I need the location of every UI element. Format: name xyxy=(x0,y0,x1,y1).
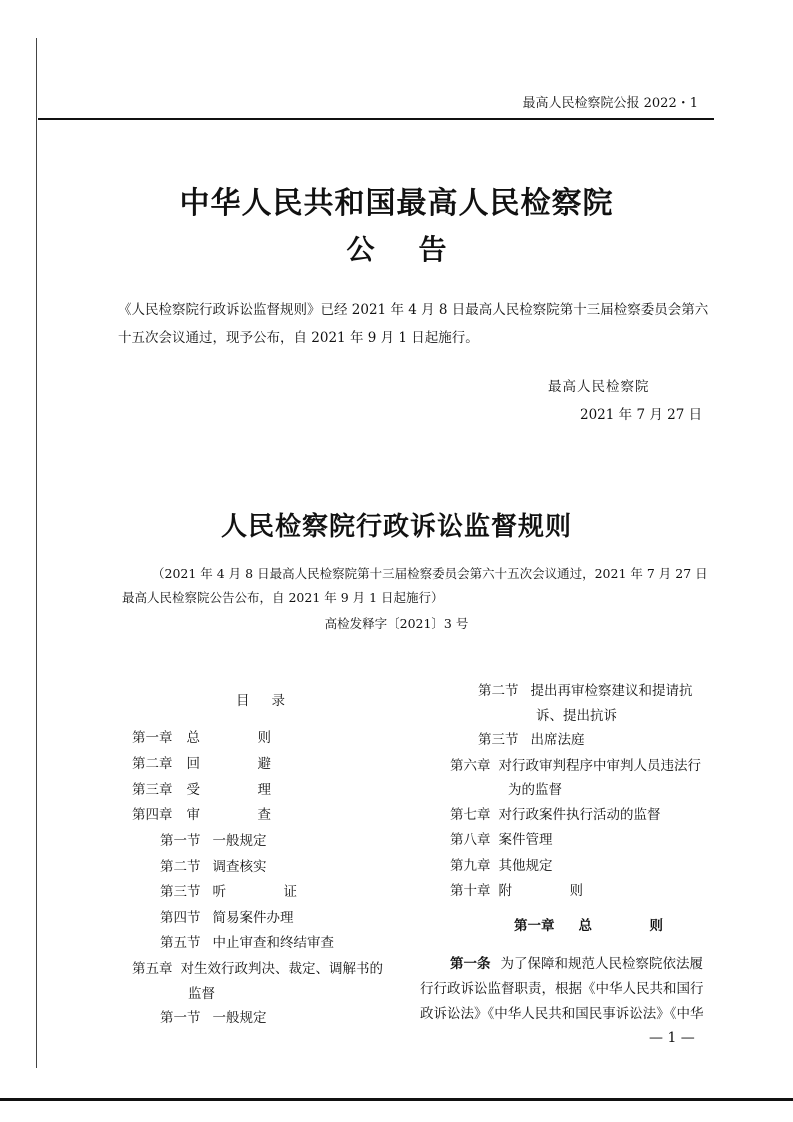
toc-num: 第五节 xyxy=(160,935,201,951)
toc-num: 第三节 xyxy=(160,884,201,900)
article1-line xyxy=(450,952,750,977)
document-number: 高检发释字〔2021〕3 号 xyxy=(324,616,469,631)
adoption-note: （2021 年 4 月 8 日最高人民检察院第十三届检察委员会第六十五次会议通过，2021 年 7 月 27 日最高人民检察院公告公布，自 2021 年 9 月 1 日起施行） xyxy=(122,566,708,605)
toc-item xyxy=(450,879,605,899)
toc-num: 第一章 xyxy=(132,730,173,746)
toc-num: 第十章 xyxy=(450,883,491,899)
toc-title: 诉、提出抗诉 xyxy=(536,708,617,724)
article1-text: 为了保障和规范人民检察院依法履 xyxy=(500,956,703,972)
toc-num: 第二章 xyxy=(132,756,173,772)
toc-title: 一般规定 xyxy=(212,833,267,849)
journal-header: 最高人民检察院公报 2022・1 xyxy=(522,96,698,111)
toc-item xyxy=(160,906,294,926)
toc-item xyxy=(160,829,267,849)
notice-body: 《人民检察院行政诉讼监督规则》已经 2021 年 4 月 8 日最高人民检察院第十三届检察委员会第六十五次会议通过，现予公布，自 2021 年 9 月 1 日起施行。 xyxy=(118,302,709,346)
bottom-rule xyxy=(0,1098,793,1101)
signature-date: 2021 年 7 月 27 日 xyxy=(580,407,703,423)
toc-title: 其他规定 xyxy=(498,858,553,874)
toc-item xyxy=(450,803,661,823)
toc-title: 受 理 xyxy=(186,782,293,798)
chapter1-title: 总 则 xyxy=(578,918,685,934)
toc-title: 总 则 xyxy=(186,730,293,746)
toc-title: 审 查 xyxy=(186,807,293,823)
toc-title: 监督 xyxy=(188,986,215,1002)
toc-item xyxy=(132,957,383,977)
toc-item xyxy=(188,982,215,1002)
article1-line: 行行政诉讼监督职责，根据《中华人民共和国行 xyxy=(420,981,704,997)
toc-item xyxy=(132,778,293,798)
toc-num: 第一节 xyxy=(160,833,201,849)
toc-heading: 目录 xyxy=(236,693,307,709)
toc-title: 调查核实 xyxy=(212,859,267,875)
toc-num: 第二节 xyxy=(478,683,519,699)
chapter1-num: 第一章 xyxy=(514,918,555,934)
toc-item xyxy=(478,728,585,748)
toc-num: 第六章 xyxy=(450,758,491,774)
signature-org: 最高人民检察院 xyxy=(548,379,650,395)
notice-subtitle: 公告 xyxy=(346,233,491,266)
toc-title: 听 证 xyxy=(212,884,319,900)
toc-item xyxy=(160,1006,267,1026)
toc-title: 回 避 xyxy=(186,756,293,772)
rules-title: 人民检察院行政诉讼监督规则 xyxy=(220,512,572,542)
toc-title: 提出再审检察建议和提请抗 xyxy=(530,683,693,699)
toc-title: 对生效行政判决、裁定、调解书的 xyxy=(180,961,383,977)
toc-title: 案件管理 xyxy=(498,832,553,848)
toc-title: 对行政案件执行活动的监督 xyxy=(498,807,661,823)
toc-num: 第八章 xyxy=(450,832,491,848)
toc-title: 中止审查和终结审查 xyxy=(212,935,334,951)
toc-item xyxy=(450,828,553,848)
toc-item xyxy=(508,778,562,798)
toc-title: 简易案件办理 xyxy=(212,910,294,926)
toc-item xyxy=(478,679,693,699)
toc-title: 出席法庭 xyxy=(530,732,585,748)
toc-title: 为的监督 xyxy=(508,782,562,798)
notice-title: 中华人民共和国最高人民检察院 xyxy=(179,186,614,221)
toc-num: 第三节 xyxy=(478,732,519,748)
toc-item xyxy=(132,803,293,823)
toc-item xyxy=(450,854,553,874)
toc-num: 第四节 xyxy=(160,910,201,926)
page-number: — 1 — xyxy=(649,1030,695,1046)
toc-title: 对行政审判程序中审判人员违法行 xyxy=(498,758,701,774)
toc-num: 第一节 xyxy=(160,1010,201,1026)
toc-num: 第四章 xyxy=(132,807,173,823)
toc-item xyxy=(450,754,701,774)
toc-num: 第二节 xyxy=(160,859,201,875)
toc-num: 第七章 xyxy=(450,807,491,823)
toc-title: 一般规定 xyxy=(212,1010,267,1026)
toc-item xyxy=(132,726,293,746)
toc-num: 第三章 xyxy=(132,782,173,798)
article1-label: 第一条 xyxy=(450,956,491,972)
toc-item xyxy=(160,855,267,875)
toc-item xyxy=(132,752,293,772)
chapter1-heading xyxy=(514,914,709,934)
toc-num: 第五章 xyxy=(132,961,173,977)
toc-item xyxy=(536,704,617,724)
header-rule xyxy=(38,118,714,120)
toc-title: 附 则 xyxy=(498,883,605,899)
toc-num: 第九章 xyxy=(450,858,491,874)
toc-item xyxy=(160,931,334,951)
toc-item xyxy=(160,880,319,900)
article1-line: 政诉讼法》《中华人民共和国民事诉讼法》《中华 xyxy=(420,1006,704,1022)
